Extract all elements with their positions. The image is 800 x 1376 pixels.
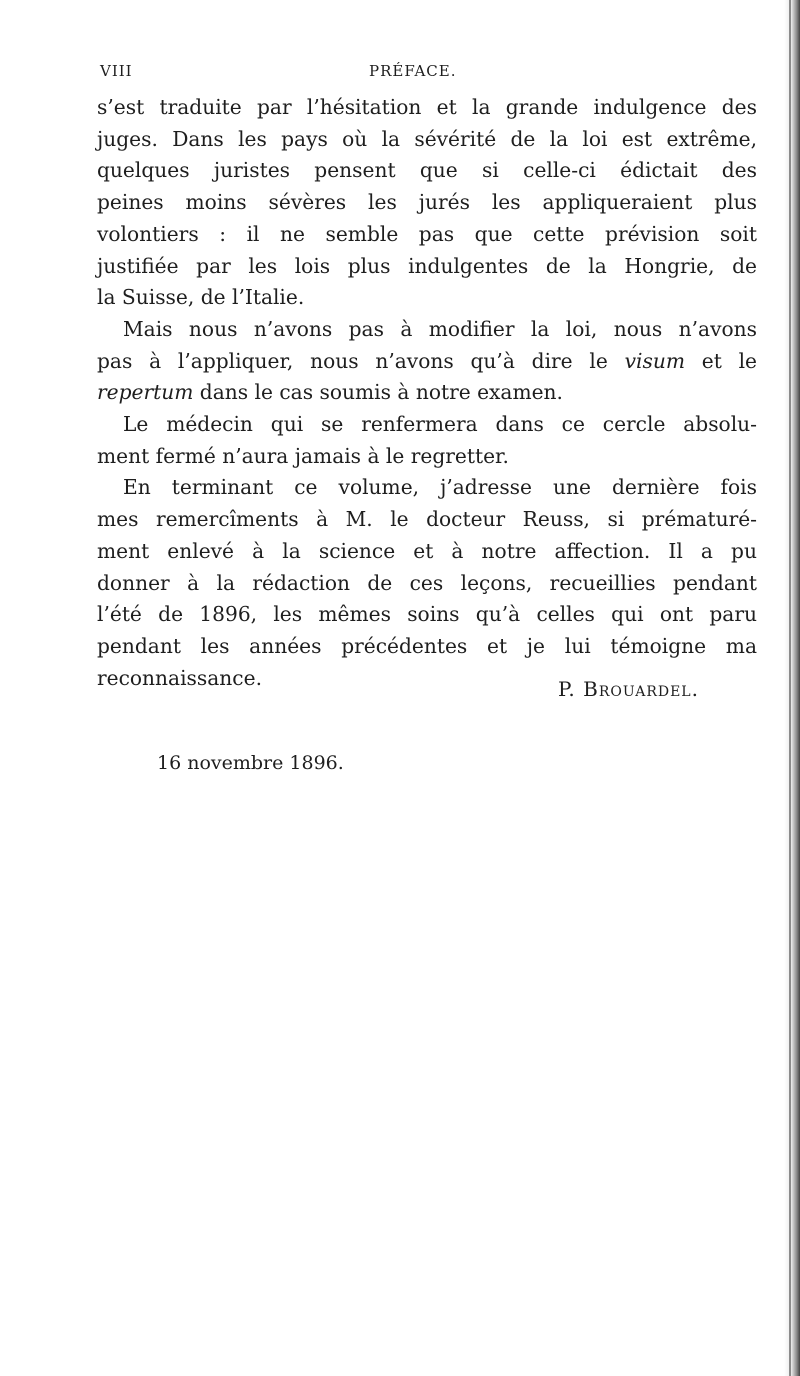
italic-term-visum: visum [624, 348, 685, 373]
text-line: Le médecin qui se renfermera dans ce cercle absolu- [123, 412, 757, 437]
text-segment: et le [701, 348, 757, 373]
running-header [97, 62, 757, 84]
italic-term-repertum: repertum [97, 380, 194, 405]
text-line: justifiée par les lois plus indulgentes de la Hongrie, de [97, 253, 757, 278]
text-line: pendant les années précédentes et je lui témoigne ma [97, 633, 757, 658]
body-text [97, 92, 757, 694]
text-line: ment enlevé à la science et à notre affection. Il a pu [97, 538, 757, 563]
text-line: l’été de 1896, les mêmes soins qu’à celles qui ont paru [97, 602, 757, 627]
text-segment: dans le cas soumis à notre examen. [199, 380, 563, 405]
page-number: VIII [100, 62, 133, 80]
text-line: donner à la rédaction de ces leçons, recueillies pendant [97, 570, 757, 595]
text-line [97, 377, 757, 409]
running-title: PRÉFACE. [369, 62, 457, 80]
text-line: ment fermé n’aura jamais à le regretter. [97, 443, 509, 468]
text-line: Mais nous n’avons pas à modifier la loi, nous n’avons [123, 316, 757, 341]
text-line: la Suisse, de l’Italie. [97, 285, 305, 310]
date-line: 16 novembre 1896. [157, 752, 344, 774]
signature-initial: P. [558, 677, 576, 701]
text-line: mes remercîments à M. le docteur Reuss, si prématuré- [97, 507, 757, 532]
text-line: peines moins sévères les jurés les appliqueraient plus [97, 190, 757, 215]
signature-name: Brouardel. [583, 677, 699, 701]
text-line: En terminant ce volume, j’adresse une dernière fois [123, 475, 757, 500]
text-line: volontiers : il ne semble pas que cette prévision soit [97, 221, 757, 246]
signature [558, 677, 699, 701]
binding-edge-line [789, 0, 791, 1376]
text-line: quelques juristes pensent que si celle-ci édictait des [97, 158, 757, 183]
text-segment: pas à l’appliquer, nous n’avons qu’à dire le [97, 348, 608, 373]
text-line: juges. Dans les pays où la sévérité de la loi est extrême, [97, 126, 757, 151]
binding-edge-shadow [784, 0, 800, 1376]
text-line: reconnaissance. [97, 665, 262, 690]
text-line: s’est traduite par l’hésitation et la grande indulgence des [97, 95, 757, 119]
text-line [97, 346, 757, 378]
